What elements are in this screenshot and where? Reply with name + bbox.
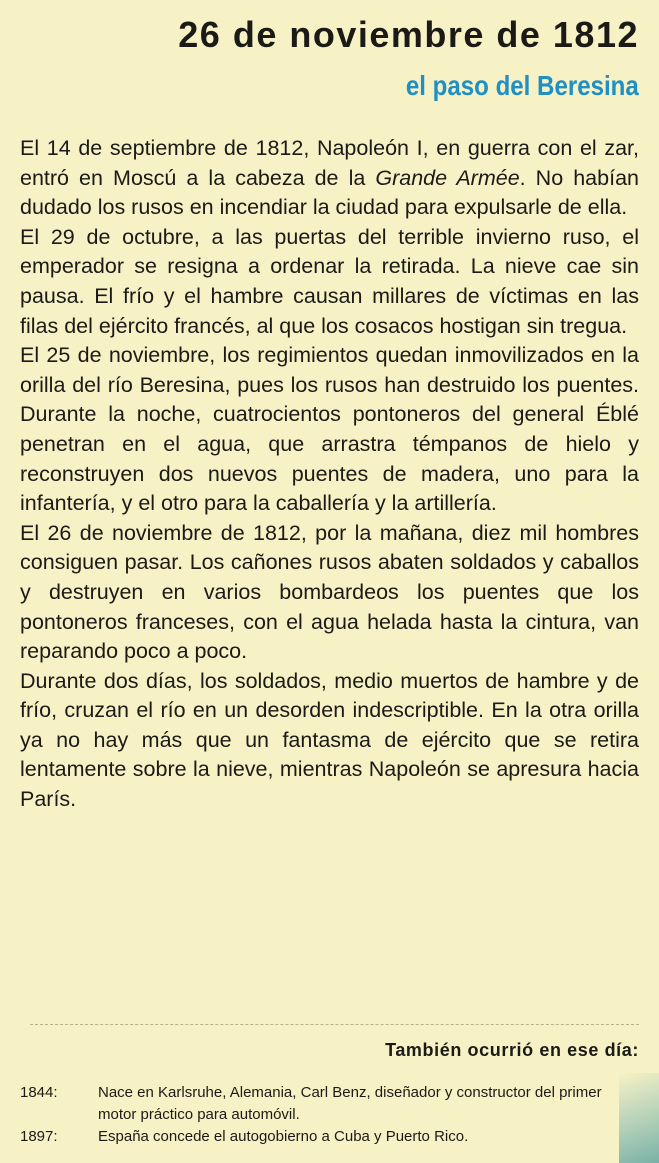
paragraph-4: El 26 de noviembre de 1812, por la mañana, diez mil hombres consiguen pasar. Los cañones rusos abaten soldados y caballos y destruyen en varios bombardeos los puentes que los pontoneros franceses, con el agua helada hasta la cintura, van reparando poco a poco. [20,520,639,664]
page-title: 26 de noviembre de 1812 [178,14,639,55]
paragraph-2: El 29 de octubre, a las puertas del terrible invierno ruso, el emperador se resigna a ordenar la retirada. La nieve cae sin pausa. El frío y el hambre causan millares de víctimas en las filas del ejército francés, al que los cosacos hostigan sin tregua. [20,224,639,338]
event-year: 1897: [20,1128,58,1145]
paragraph-5: Durante dos días, los soldados, medio muertos de hambre y de frío, cruzan el río en un desorden indescriptible. En la otra orilla ya no hay más que un fantasma de ejército que se retira lentamente sobre la nieve, mientras Napoleón se apresura hacia París. [20,668,639,812]
event-text: Nace en Karlsruhe, Alemania, Carl Benz, diseñador y constructor del primer motor práctico para automóvil. [98,1084,602,1123]
corner-stain-decoration [619,1073,659,1163]
list-item [20,1082,639,1126]
page-subtitle: el paso del Beresina [406,70,639,101]
list-item [20,1126,639,1148]
event-year: 1844: [20,1084,58,1101]
also-happened-heading: También ocurrió en ese día: [385,1040,639,1060]
events-list [20,1082,639,1148]
paragraph-1: El 14 de septiembre de 1812, Napoleón I, en guerra con el zar, entró en Moscú a la cabeza de la Grande Armée. No habían dudado los rusos en incendiar la ciudad para expulsarle de ella. [20,136,639,220]
paragraph-3: El 25 de noviembre, los regimientos quedan inmovilizados en la orilla del río Beresina, pues los rusos han destruido los puentes. Durante la noche, cuatrocientos pontoneros del general Éblé penetran en el agua, que arrastra témpanos de hielo y reconstruyen dos nuevos puentes de madera, uno para la infantería, y el otro para la caballería y la artillería. [20,343,639,516]
article-body [20,134,639,815]
section-divider [30,1024,639,1025]
event-text: España concede el autogobierno a Cuba y Puerto Rico. [98,1128,469,1145]
emphasis-grande-armee: Grande Armée [375,165,520,190]
